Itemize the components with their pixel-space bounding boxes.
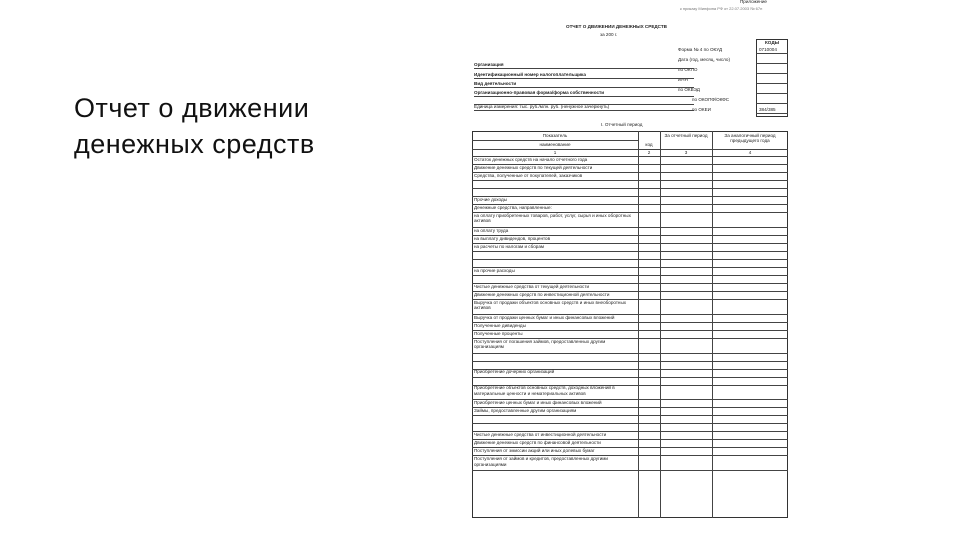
- table-row-label: Чистые денежные средства от текущей деятельности: [474, 283, 590, 289]
- header-name: наименование: [539, 142, 571, 147]
- table-row-label: [474, 181, 636, 188]
- codes-header: КОДЫ: [765, 40, 780, 45]
- table-row-label: [474, 377, 636, 384]
- table-row-label: Займы, предоставленные другим организациям: [474, 408, 577, 414]
- table-row-label: Приобретение ценных бумаг и иных финансовых вложений: [474, 400, 602, 406]
- table-row-label: [474, 260, 636, 267]
- table-row-label: на оплату труда: [474, 227, 509, 233]
- header-code: код: [645, 142, 653, 147]
- org-field-underline: [474, 87, 694, 88]
- slide-title-line-2: денежных средств: [74, 129, 315, 159]
- table-row-label: [474, 276, 636, 283]
- appendix-label: Приложение: [740, 0, 767, 4]
- code-row-label: Дата (год, месяц, число): [678, 57, 730, 62]
- table-row-label: Прочие доходы: [474, 197, 507, 202]
- table-row-label: [474, 424, 636, 431]
- table-row-label: Приобретение объектов основных средств, доходных вложений в материальные ценности и нематериальных активов: [474, 385, 615, 396]
- table-row-label: Остаток денежных средств на начало отчетного года: [474, 157, 588, 162]
- org-field-underline: [474, 68, 694, 69]
- org-field-label: Вид деятельности: [474, 81, 517, 86]
- org-field-label: Организационно-правовая форма/форма собственности: [474, 90, 605, 95]
- code-row-label: по ОКПО: [678, 67, 698, 72]
- org-field-label: Единица измерения: тыс. руб./млн. руб. (ненужное зачеркнуть): [474, 104, 610, 109]
- table-row-label: Выручка от продажи ценных бумаг и иных финансовых вложений: [474, 314, 615, 320]
- column-number-1: 1: [553, 150, 557, 155]
- table-row-label: Денежные средства, направленные:: [474, 205, 552, 210]
- column-number-2: 2: [647, 150, 651, 155]
- table-row-label: Поступления от эмиссии акций или иных долевых бумаг: [474, 448, 595, 454]
- table-row-divider: [472, 470, 788, 471]
- table-row-label: на оплату приобретенных товаров, работ, услуг, сырья и иных оборотных активов: [474, 213, 631, 224]
- table-row-label: Полученные проценты: [474, 330, 523, 336]
- code-row-label: по ОКОПФ/ОКФС: [692, 97, 730, 102]
- org-field-label: Идентификационный номер налогоплательщика: [474, 72, 586, 77]
- table-row-label: [474, 189, 636, 196]
- table-row-label: Полученные дивиденды: [474, 322, 526, 328]
- table-row-label: на прочие расходы: [474, 267, 515, 273]
- table-row-label: Средства, полученные от покупателей, заказчиков: [474, 173, 583, 178]
- code-row-label: по ОКЕИ: [692, 107, 711, 112]
- column-number-4: 4: [748, 150, 752, 155]
- table-row-label: Движение денежных средств по текущей деятельности: [474, 165, 593, 170]
- order-reference: к приказу Минфина РФ от 22.07.2003 № 67н: [680, 6, 763, 11]
- section-title: I. Отчетный период: [601, 122, 643, 127]
- code-row-value: 0710004: [759, 47, 777, 52]
- org-field-underline: [474, 96, 694, 97]
- column-number-3: 3: [684, 150, 688, 155]
- code-row-label: Форма № 4 по ОКУД: [678, 47, 723, 52]
- table-row-label: Движение денежных средств по инвестиционной деятельности: [474, 291, 610, 297]
- header-indicator: Показатель: [542, 133, 568, 138]
- table-row-label: Выручка от продажи объектов основных средств и иных внеоборотных активов: [474, 299, 627, 311]
- table-row-label: Приобретение дочерних организаций: [474, 369, 555, 375]
- table-row-label: Чистые денежные средства от инвестиционной деятельности: [474, 432, 607, 438]
- code-row-label: ИНН: [678, 77, 688, 82]
- table-row-label: [474, 361, 636, 368]
- table-row-label: [474, 353, 636, 360]
- header-previous-period: За аналогичный период предыдущего года: [724, 133, 776, 144]
- table-row-label: [474, 416, 636, 423]
- table-row-label: Движение денежных средств по финансовой деятельности: [474, 440, 601, 446]
- table-row-label: Поступления от погашения займов, предоставленных другим организациям: [474, 338, 606, 349]
- slide-title: [74, 90, 404, 162]
- period-line: за 200 г.: [600, 32, 618, 37]
- org-field-underline: [474, 110, 694, 111]
- slide-title-line-1: Отчет о движении: [74, 93, 310, 123]
- org-field-underline: [474, 78, 694, 79]
- cash-flow-report-form: [468, 0, 790, 521]
- header-current-period: За отчетный период: [664, 133, 708, 138]
- form-title: ОТЧЕТ О ДВИЖЕНИИ ДЕНЕЖНЫХ СРЕДСТВ: [566, 24, 667, 29]
- table-row-label: на расчеты по налогам и сборам: [474, 243, 545, 249]
- table-row-label: [474, 252, 636, 259]
- table-row-label: на выплату дивидендов, процентов: [474, 235, 551, 241]
- code-row-label: по ОКВЭД: [678, 87, 700, 92]
- code-row-value: 384/385: [759, 107, 776, 112]
- table-row-label: Поступления от займов и кредитов, предоставленных другими организациями: [474, 456, 608, 467]
- org-field-label: Организация: [474, 62, 504, 67]
